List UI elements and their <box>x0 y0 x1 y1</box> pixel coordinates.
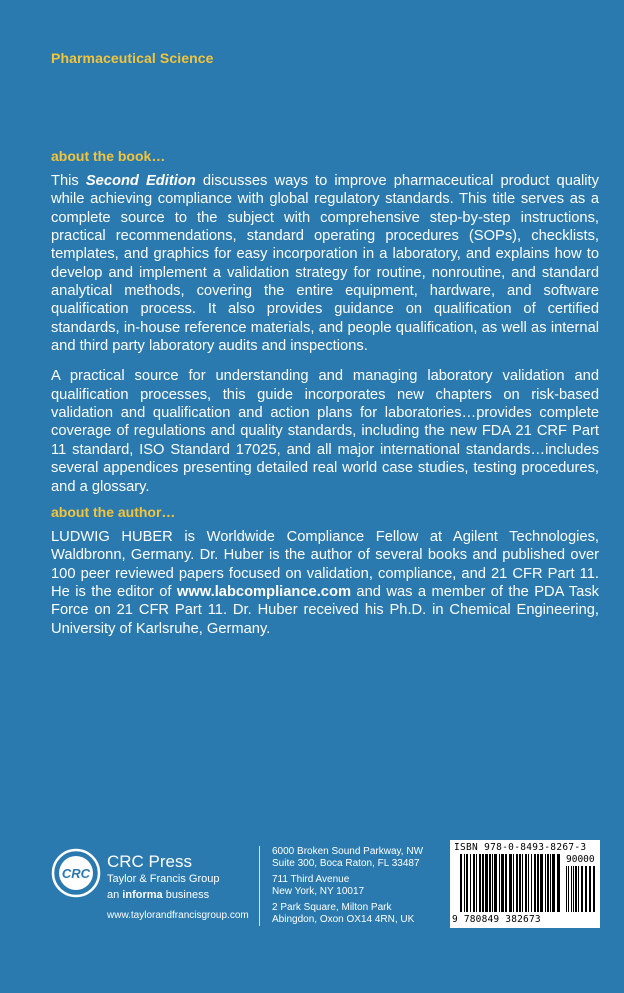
barcode <box>450 840 600 928</box>
barcode-bar <box>550 854 551 912</box>
barcode-bar <box>516 854 518 912</box>
isbn-number: ISBN 978-0-8493-8267-3 <box>454 842 587 853</box>
barcode-bar <box>492 854 493 912</box>
barcode-bar <box>522 854 523 912</box>
barcode-bar <box>531 854 532 912</box>
addon-bar <box>571 866 572 912</box>
address-line: Abingdon, Oxon OX14 4RN, UK <box>272 914 415 925</box>
barcode-bar <box>534 854 536 912</box>
barcode-bar <box>470 854 471 912</box>
addon-bar <box>578 866 579 912</box>
address-line: 6000 Broken Sound Parkway, NW <box>272 846 424 857</box>
addon-number: 90000 <box>566 854 595 865</box>
about-book-paragraph-2: A practical source for understanding and managing laboratory validation and qualification processes, this guide incorporates new chapters on risk-based validation and qualification and action plans for laboratories…provides complete coverage of regulations and quality standards, including the new FDA 21 CRF Part 11 standard, ISO Standard 17025, and all major international standards…includes several appendices presenting detailed real world case studies, testing procedures, and a glossary. <box>51 368 599 495</box>
barcode-bar <box>460 854 462 912</box>
barcode-bar <box>489 854 491 912</box>
publisher-url[interactable]: www.taylorandfrancisgroup.com <box>107 910 249 921</box>
address-line: 2 Park Square, Milton Park <box>272 902 392 913</box>
barcode-bar <box>528 854 529 912</box>
crc-logo-icon <box>51 848 101 898</box>
barcode-bar <box>552 854 555 912</box>
barcode-bar <box>466 854 468 912</box>
about-author-heading: about the author… <box>51 503 176 520</box>
barcode-bar <box>505 854 507 912</box>
barcode-bar <box>494 854 497 912</box>
addon-bar <box>573 866 574 912</box>
ean-number: 9 780849 382673 <box>452 914 541 925</box>
barcode-bar <box>464 854 465 912</box>
publisher-informa: an informa business <box>107 889 210 901</box>
barcode-bar <box>499 854 500 912</box>
addon-bar <box>575 866 577 912</box>
barcode-bar <box>482 854 484 912</box>
about-book-paragraph-1: This Second Edition discusses ways to improve pharmaceutical product quality while achieving compliance with global regulatory standards. This title serves as a complete source to the subject with comprehensive step-by-step instructions, practical recommendations, standard operating procedures (SOPs), checklists, templates, and graphics for easy incorporation in a laboratory, and explains how to develop and implement a validation strategy for routine, nonroutine, and standard analytical methods, covering the entire equipment, hardware, and software qualification process. It also provides guidance on qualification of certified standards, in-house reference materials, and people qualification, as well as internal and third party laboratory audits and inspections. <box>51 173 599 355</box>
publisher-addresses <box>259 846 452 926</box>
addon-bar <box>568 866 569 912</box>
barcode-bar <box>537 854 539 912</box>
barcode-bar <box>540 854 543 912</box>
barcode-bar <box>485 854 488 912</box>
about-author-paragraph: LUDWIG HUBER is Worldwide Compliance Fellow at Agilent Technologies, Waldbronn, Germany. Dr. Huber is the author of several books and published over 100 peer reviewed papers focused on validation, compliance, and 21 CFR Part 11. He is the editor of www.labcompliance.com and was a member of the PDA Task Force on 21 CFR Part 11. Dr. Huber received his Ph.D. in Chemical Engineering, University of Karlsruhe, Germany. <box>51 528 600 637</box>
barcode-bar <box>545 854 546 912</box>
addon-bar <box>585 866 587 912</box>
edition-label: Second Edition <box>85 173 196 189</box>
series-label: Pharmaceutical Science <box>51 50 214 66</box>
barcode-bar <box>473 854 475 912</box>
barcode-bar <box>509 854 512 912</box>
address-line: 711 Third Avenue <box>272 874 350 885</box>
barcode-bar <box>547 854 549 912</box>
address-line: Suite 300, Boca Raton, FL 33487 <box>272 858 420 869</box>
barcode-bar <box>501 854 504 912</box>
addon-bar <box>566 866 567 912</box>
back-cover-text <box>51 148 599 650</box>
about-book-heading: about the book… <box>51 148 166 164</box>
barcode-bar <box>557 854 560 912</box>
address-line: New York, NY 10017 <box>272 886 365 897</box>
addon-bar <box>589 866 591 912</box>
website-link[interactable]: www.labcompliance.com <box>176 583 352 600</box>
barcode-bar <box>513 854 514 912</box>
publisher-name: CRC Press <box>107 852 193 871</box>
barcode-bar <box>476 854 477 912</box>
addon-bar <box>581 866 583 912</box>
logo-text: CRC <box>61 866 91 881</box>
publisher-group: Taylor & Francis Group <box>107 873 220 885</box>
addon-bar <box>593 866 595 912</box>
barcode-bar <box>525 854 527 912</box>
barcode-bar <box>479 854 481 912</box>
barcode-bar <box>519 854 521 912</box>
